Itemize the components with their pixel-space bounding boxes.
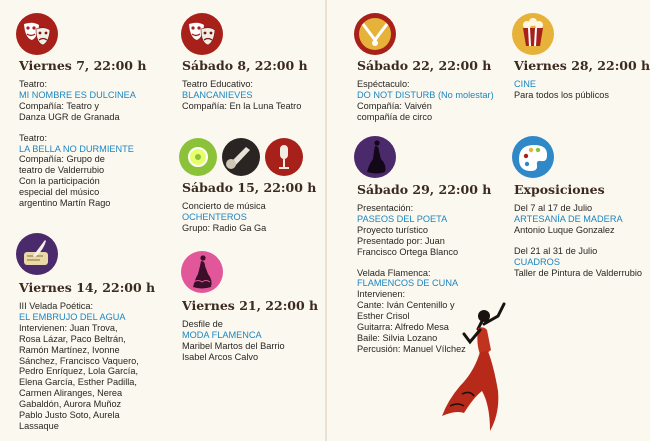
palette-icon — [511, 135, 555, 179]
quill-scroll-icon — [15, 232, 59, 276]
event-sabado-22 — [357, 58, 494, 123]
event-title: CINE — [514, 79, 536, 89]
event-line: Pablo Justo Soto, Aurela — [19, 410, 120, 421]
event-title: FLAMENCOS DE CUNA — [357, 278, 459, 289]
event-line: Sánchez, Francisco Vaquero, — [19, 355, 139, 366]
event-line: especial del músico — [19, 187, 100, 198]
event-date: Viernes 7, 22:00 h — [19, 58, 147, 73]
event-line: Francisco Ortega Blanco — [357, 246, 459, 257]
music-group-icons — [178, 137, 304, 177]
exhibitions — [514, 182, 642, 278]
event-title: PASEOS DEL POETA — [357, 213, 448, 224]
event-line: Rosa Lázar, Paco Beltrán, — [19, 333, 126, 344]
popcorn-icon — [511, 12, 555, 56]
circus-ring-icon — [353, 12, 397, 56]
event-type: Concierto de música — [182, 201, 266, 211]
event-line: Percusión: Manuel Vílchez — [357, 343, 466, 354]
flamenco-dress-icon — [180, 250, 224, 294]
flamenco-dress-icon — [353, 135, 397, 179]
event-line: compañía de circo — [357, 111, 433, 122]
event-line: Ramón Martínez, Ivonne — [19, 344, 120, 355]
event-line: Compañía: Vaivén — [357, 100, 432, 111]
event-line: Isabel Arcos Calvo — [182, 351, 259, 362]
date-range: Del 21 al 31 de Julio — [514, 245, 598, 256]
event-line: Cante: Iván Centenillo y — [357, 300, 455, 311]
section-title: Exposiciones — [514, 182, 605, 197]
event-date: Viernes 14, 22:00 h — [19, 280, 156, 295]
event-type: Espéctaculo: — [357, 79, 410, 89]
event-title: MODA FLAMENCA — [182, 329, 262, 340]
event-title: MI NOMBRE ES DULCINEA — [19, 89, 136, 100]
event-line: Para todos los públicos — [514, 89, 609, 100]
theater-masks-icon — [15, 12, 59, 56]
event-date: Sábado 29, 22:00 h — [357, 182, 492, 197]
event-type: Teatro: — [19, 79, 48, 89]
event-type: Desfile de — [182, 319, 223, 329]
page-fold — [325, 0, 327, 441]
event-line: Compañía: Teatro y — [19, 100, 100, 111]
event-line: Esther Crisol — [357, 311, 410, 322]
event-line: Grupo: Radio Ga Ga — [182, 222, 267, 233]
event-date: Sábado 8, 22:00 h — [182, 58, 308, 73]
event-line: Presentado por: Juan — [357, 235, 445, 246]
event-type: Presentación: — [357, 203, 414, 213]
event-title: OCHENTEROS — [182, 211, 247, 222]
event-date: Viernes 28, 22:00 h — [514, 58, 650, 73]
event-type: Velada Flamenca: — [357, 267, 431, 278]
event-line: Guitarra: Alfredo Mesa — [357, 322, 449, 333]
exhibition-author: Antonio Luque Gonzalez — [514, 224, 615, 235]
event-line: teatro de Valderrubio — [19, 165, 105, 176]
event-sabado-8 — [182, 58, 308, 112]
event-type: Teatro Educativo: — [182, 79, 253, 89]
event-title: BLANCANIEVES — [182, 89, 253, 100]
event-viernes-21 — [182, 298, 318, 363]
event-line: Elena García, Esther Padilla, — [19, 377, 137, 388]
event-title: DO NOT DISTURB (No molestar) — [357, 89, 494, 100]
event-line: Carmen Aliranges, Nerea — [19, 388, 123, 399]
event-line: argentino Martín Rago — [19, 198, 111, 209]
event-line: Maribel Martos del Barrio — [182, 340, 285, 351]
event-line: Gabaldón, Aurora Muñoz — [19, 399, 122, 410]
event-line: Con la participación — [19, 176, 100, 187]
event-viernes-28 — [514, 58, 650, 101]
event-line: Lassaque — [19, 420, 59, 431]
event-date: Sábado 15, 22:00 h — [182, 180, 317, 195]
event-line: Compañía: Grupo de — [19, 154, 105, 165]
event-line: Intervienen: — [357, 289, 406, 300]
event-line: Danza UGR de Granada — [19, 111, 120, 122]
exhibition-title: CUADROS — [514, 256, 560, 267]
exhibition-author: Taller de Pintura de Valderrubio — [514, 267, 643, 278]
theater-masks-icon — [180, 12, 224, 56]
event-viernes-7 — [19, 58, 146, 209]
date-range: Del 7 al 17 de Julio — [514, 203, 593, 213]
event-date: Viernes 21, 22:00 h — [182, 298, 319, 313]
event-line: Baile: Silvia Lozano — [357, 332, 438, 343]
event-type: III Velada Poética: — [19, 301, 94, 311]
event-line: Pedro Enríquez, Lola García, — [19, 366, 138, 377]
event-title: EL EMBRUJO DEL AGUA — [19, 311, 126, 322]
flamenco-dancer-icon — [440, 302, 508, 438]
event-line: Proyecto turístico — [357, 224, 428, 235]
event-type: Teatro: — [19, 132, 48, 143]
event-line: Compañía: En la Luna Teatro — [182, 100, 302, 111]
event-viernes-14 — [19, 280, 155, 432]
exhibition-title: ARTESANÍA DE MADERA — [514, 213, 623, 224]
event-line: Intervienen: Juan Trova, — [19, 322, 118, 333]
event-title: LA BELLA NO DURMIENTE — [19, 143, 134, 154]
event-sabado-15 — [182, 180, 316, 234]
event-date: Sábado 22, 22:00 h — [357, 58, 492, 73]
